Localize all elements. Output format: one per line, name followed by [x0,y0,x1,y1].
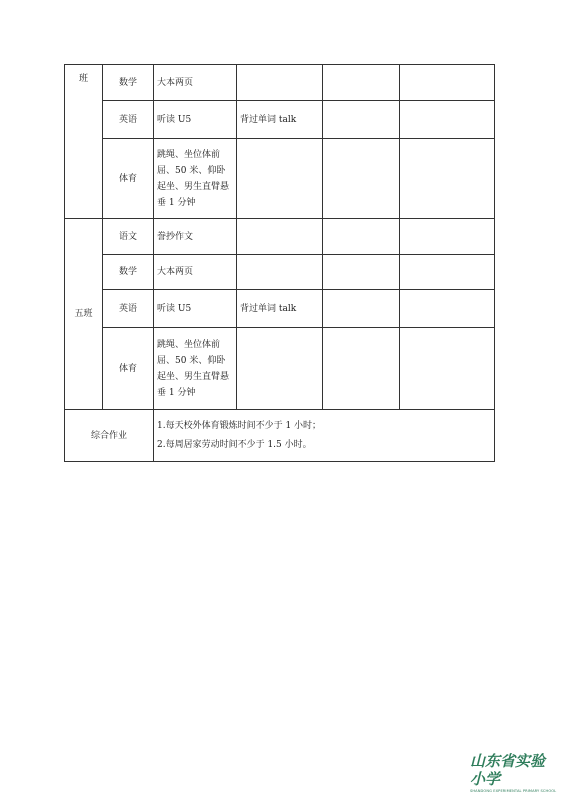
empty-cell [237,219,323,255]
empty-cell [400,255,495,290]
table-row [65,290,495,328]
school-logo [470,752,557,793]
homework-cell: 跳绳、坐位体前屈、50 米、仰卧起坐、男生直臂悬垂 1 分钟 [154,139,237,219]
empty-cell [237,328,323,410]
summary-row [65,410,495,462]
table-row [65,101,495,139]
homework-cell: 听读 U5 [154,101,237,139]
subject-cell: 语文 [103,219,154,255]
empty-cell [323,65,400,101]
empty-cell [323,290,400,328]
homework-cell: 大本两页 [154,255,237,290]
homework-cell: 背过单词 talk [237,290,323,328]
table-row [65,328,495,410]
table-row [65,219,495,255]
empty-cell [400,101,495,139]
empty-cell [323,219,400,255]
empty-cell [323,139,400,219]
table-row [65,65,495,101]
empty-cell [237,255,323,290]
logo-name-cn: 山东省实验小学 [470,752,546,788]
subject-cell: 体育 [103,328,154,410]
subject-cell: 体育 [103,139,154,219]
empty-cell [323,328,400,410]
empty-cell [400,328,495,410]
empty-cell [400,219,495,255]
homework-cell: 听读 U5 [154,290,237,328]
homework-sheet [64,64,494,462]
summary-label: 综合作业 [65,410,154,462]
class-label: 班 [65,65,103,219]
homework-cell: 大本两页 [154,65,237,101]
homework-table [64,64,495,462]
subject-cell: 数学 [103,255,154,290]
summary-content [154,410,495,462]
logo-name-en: SHANDONG EXPERIMENTAL PRIMARY SCHOOL [470,789,557,793]
table-row [65,139,495,219]
subject-cell: 数学 [103,65,154,101]
homework-cell: 跳绳、坐位体前屈、50 米、仰卧起坐、男生直臂悬垂 1 分钟 [154,328,237,410]
empty-cell [400,139,495,219]
homework-cell [237,65,323,101]
subject-cell: 英语 [103,101,154,139]
empty-cell [323,101,400,139]
summary-line: 1.每天校外体育锻炼时间不少于 1 小时； [157,420,322,431]
empty-cell [323,255,400,290]
subject-cell: 英语 [103,290,154,328]
empty-cell [237,139,323,219]
summary-line: 2.每周居家劳动时间不少于 1.5 小时。 [157,439,312,450]
homework-cell: 背过单词 talk [237,101,323,139]
class-label: 五班 [65,219,103,410]
homework-cell: 誊抄作文 [154,219,237,255]
table-row [65,255,495,290]
empty-cell [400,65,495,101]
empty-cell [400,290,495,328]
